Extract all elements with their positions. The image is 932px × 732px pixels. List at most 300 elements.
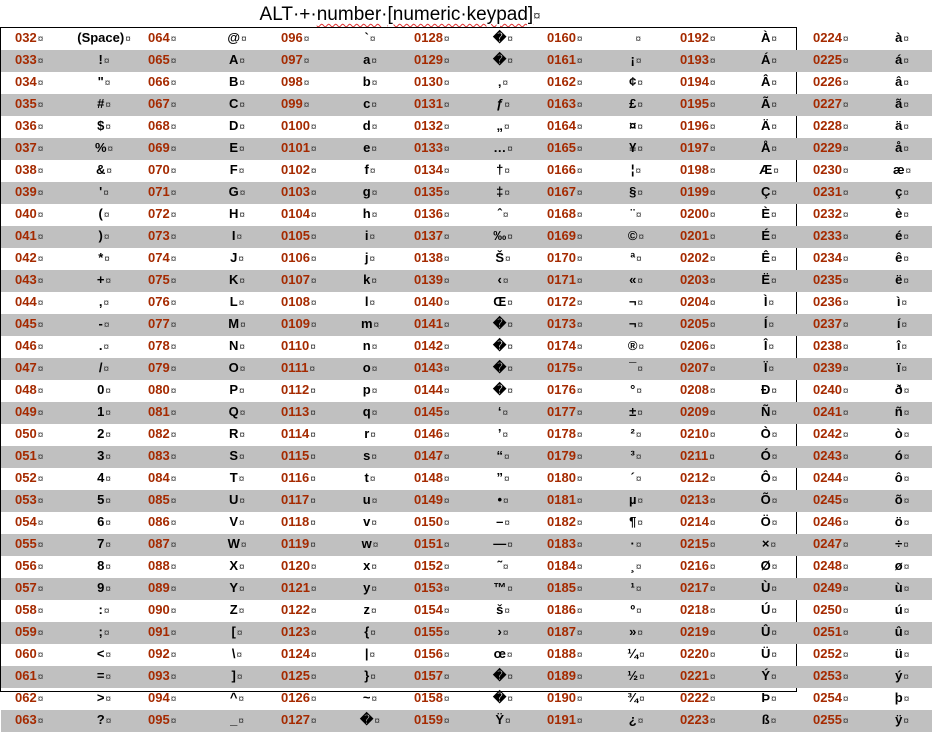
character-glyph bbox=[606, 226, 666, 248]
glyph-text: ô bbox=[894, 470, 903, 485]
cell-end-mark: ¤ bbox=[903, 518, 910, 529]
glyph-text: h bbox=[362, 206, 371, 221]
glyph-text: ? bbox=[96, 712, 105, 727]
character-glyph bbox=[473, 600, 533, 622]
alt-code-number bbox=[1, 380, 74, 402]
character-glyph bbox=[473, 138, 533, 160]
character-glyph bbox=[606, 402, 666, 424]
character-glyph bbox=[739, 292, 799, 314]
code-text: 033 bbox=[15, 52, 37, 67]
character-glyph bbox=[74, 182, 134, 204]
glyph-text: ¿ bbox=[628, 712, 637, 727]
alt-code-number bbox=[1, 72, 74, 94]
alt-code-number bbox=[267, 28, 340, 50]
cell-end-mark: ¤ bbox=[170, 474, 177, 485]
code-text: 0181 bbox=[547, 492, 576, 507]
code-text: 0215 bbox=[680, 536, 709, 551]
cell-end-mark: ¤ bbox=[106, 166, 112, 177]
cell-end-mark: ¤ bbox=[310, 342, 316, 353]
glyph-text: Ø bbox=[760, 558, 771, 573]
alt-code-number bbox=[666, 116, 739, 138]
alt-code-number bbox=[666, 380, 739, 402]
glyph-text: O bbox=[228, 360, 239, 375]
code-text: 0234 bbox=[813, 250, 842, 265]
character-glyph bbox=[606, 336, 666, 358]
glyph-text: Œ bbox=[493, 294, 507, 309]
glyph-text: ˜ bbox=[497, 558, 502, 573]
glyph-text: Ó bbox=[760, 448, 771, 463]
glyph-text: ( bbox=[98, 206, 103, 221]
code-text: 060 bbox=[15, 646, 37, 661]
code-text: 0102 bbox=[281, 162, 310, 177]
alt-code-number bbox=[533, 358, 606, 380]
code-text: 0117 bbox=[281, 492, 310, 507]
cell-end-mark: ¤ bbox=[842, 320, 849, 331]
cell-end-mark: ¤ bbox=[443, 584, 450, 595]
cell-end-mark: ¤ bbox=[709, 452, 715, 463]
alt-code-number bbox=[799, 248, 872, 270]
cell-end-mark: ¤ bbox=[903, 606, 910, 617]
title-space: · bbox=[381, 4, 388, 25]
cell-end-mark: ¤ bbox=[636, 254, 642, 265]
cell-end-mark: ¤ bbox=[637, 496, 644, 507]
alt-code-table bbox=[1, 28, 932, 732]
character-glyph bbox=[340, 182, 400, 204]
cell-end-mark: ¤ bbox=[37, 716, 44, 727]
code-text: 0174 bbox=[547, 338, 576, 353]
alt-code-number bbox=[666, 468, 739, 490]
code-text: 071 bbox=[148, 184, 170, 199]
alt-code-number bbox=[267, 314, 340, 336]
cell-end-mark: ¤ bbox=[773, 166, 779, 177]
glyph-text: … bbox=[493, 140, 507, 155]
glyph-text: º bbox=[630, 602, 636, 617]
cell-end-mark: ¤ bbox=[170, 628, 177, 639]
glyph-text: ø bbox=[894, 558, 903, 573]
cell-end-mark: ¤ bbox=[576, 320, 583, 331]
character-glyph bbox=[340, 292, 400, 314]
cell-end-mark: ¤ bbox=[239, 496, 245, 507]
glyph-text: ý bbox=[895, 668, 903, 683]
alt-code-number bbox=[666, 512, 739, 534]
cell-end-mark: ¤ bbox=[37, 474, 44, 485]
code-text: 0229 bbox=[813, 140, 842, 155]
cell-end-mark: ¤ bbox=[507, 584, 513, 595]
glyph-text: å bbox=[895, 140, 903, 155]
cell-end-mark: ¤ bbox=[239, 100, 245, 111]
character-glyph bbox=[606, 490, 666, 512]
alt-code-number bbox=[666, 710, 739, 732]
cell-end-mark: ¤ bbox=[709, 144, 716, 155]
code-text: 0255 bbox=[813, 712, 842, 727]
cell-end-mark: ¤ bbox=[371, 122, 378, 133]
alt-code-number bbox=[533, 270, 606, 292]
character-glyph bbox=[340, 94, 400, 116]
cell-end-mark: ¤ bbox=[637, 188, 643, 199]
glyph-text: ã bbox=[895, 96, 903, 111]
alt-code-number bbox=[799, 28, 872, 50]
character-glyph bbox=[74, 226, 134, 248]
cell-end-mark: ¤ bbox=[371, 452, 377, 463]
table-row bbox=[1, 446, 932, 468]
cell-end-mark: ¤ bbox=[770, 716, 777, 727]
character-glyph bbox=[207, 622, 267, 644]
table-row bbox=[1, 688, 932, 710]
alt-code-number bbox=[799, 534, 872, 556]
character-glyph bbox=[207, 578, 267, 600]
glyph-text: G bbox=[228, 184, 239, 199]
character-glyph bbox=[606, 424, 666, 446]
code-text: 0233 bbox=[813, 228, 842, 243]
cell-end-mark: ¤ bbox=[37, 56, 44, 67]
alt-code-number bbox=[400, 314, 473, 336]
glyph-text: " bbox=[97, 74, 104, 89]
cell-end-mark: ¤ bbox=[901, 320, 908, 331]
glyph-text: f bbox=[364, 162, 369, 177]
code-text: 0222 bbox=[680, 690, 709, 705]
character-glyph bbox=[74, 512, 134, 534]
cell-end-mark: ¤ bbox=[170, 518, 177, 529]
alt-code-number bbox=[134, 358, 207, 380]
code-text: 0198 bbox=[680, 162, 709, 177]
alt-code-number bbox=[799, 644, 872, 666]
table-row bbox=[1, 314, 932, 336]
code-text: 0151 bbox=[414, 536, 443, 551]
cell-end-mark: ¤ bbox=[170, 276, 177, 287]
character-glyph bbox=[872, 204, 932, 226]
alt-code-number bbox=[267, 556, 340, 578]
code-text: 0232 bbox=[813, 206, 842, 221]
glyph-text: . bbox=[98, 338, 103, 353]
code-text: 039 bbox=[15, 184, 37, 199]
alt-code-number bbox=[666, 94, 739, 116]
alt-code-number bbox=[134, 468, 207, 490]
glyph-text: _ bbox=[230, 712, 238, 727]
character-glyph bbox=[872, 270, 932, 292]
code-text: 086 bbox=[148, 514, 170, 529]
code-text: 0218 bbox=[680, 602, 709, 617]
cell-end-mark: ¤ bbox=[903, 562, 910, 573]
code-text: 0227 bbox=[813, 96, 842, 111]
cell-end-mark: ¤ bbox=[635, 540, 642, 551]
character-glyph bbox=[739, 336, 799, 358]
character-glyph bbox=[74, 468, 134, 490]
cell-end-mark: ¤ bbox=[103, 606, 110, 617]
cell-end-mark: ¤ bbox=[443, 716, 450, 727]
code-text: 0146 bbox=[414, 426, 443, 441]
glyph-text: w bbox=[361, 536, 372, 551]
character-glyph bbox=[74, 292, 134, 314]
glyph-text: ] bbox=[231, 668, 236, 683]
cell-end-mark: ¤ bbox=[709, 276, 716, 287]
character-glyph bbox=[739, 204, 799, 226]
table-row bbox=[1, 622, 932, 644]
cell-end-mark: ¤ bbox=[637, 276, 643, 287]
cell-end-mark: ¤ bbox=[639, 694, 645, 705]
code-text: 0206 bbox=[680, 338, 709, 353]
character-glyph bbox=[872, 72, 932, 94]
cell-end-mark: ¤ bbox=[170, 100, 177, 111]
glyph-text: A bbox=[229, 52, 239, 67]
alt-code-number bbox=[267, 336, 340, 358]
code-text: 035 bbox=[15, 96, 37, 111]
alt-code-number bbox=[533, 336, 606, 358]
glyph-text: V bbox=[229, 514, 239, 529]
character-glyph bbox=[74, 644, 134, 666]
cell-end-mark: ¤ bbox=[842, 56, 849, 67]
cell-end-mark: ¤ bbox=[576, 474, 583, 485]
glyph-text: F bbox=[229, 162, 238, 177]
cell-end-mark: ¤ bbox=[236, 628, 243, 639]
code-text: 0208 bbox=[680, 382, 709, 397]
alt-code-number bbox=[134, 424, 207, 446]
alt-code-number bbox=[1, 248, 74, 270]
code-text: 0176 bbox=[547, 382, 576, 397]
cell-end-mark: ¤ bbox=[310, 496, 316, 507]
cell-end-mark: ¤ bbox=[37, 254, 44, 265]
alt-code-number bbox=[400, 512, 473, 534]
alt-code-number bbox=[1, 600, 74, 622]
character-glyph bbox=[872, 160, 932, 182]
cell-end-mark: ¤ bbox=[443, 386, 450, 397]
cell-end-mark: ¤ bbox=[37, 342, 44, 353]
glyph-text: j bbox=[364, 250, 369, 265]
character-glyph bbox=[340, 160, 400, 182]
alt-code-number bbox=[1, 534, 74, 556]
glyph-text: q bbox=[362, 404, 371, 419]
table-row bbox=[1, 490, 932, 512]
glyph-text: “ bbox=[496, 448, 503, 463]
alt-code-number bbox=[134, 622, 207, 644]
code-text: 0231 bbox=[813, 184, 842, 199]
glyph-text: ` bbox=[364, 30, 369, 45]
cell-end-mark: ¤ bbox=[639, 650, 645, 661]
cell-end-mark: ¤ bbox=[37, 298, 44, 309]
glyph-text: ó bbox=[894, 448, 903, 463]
cell-end-mark: ¤ bbox=[105, 540, 111, 551]
cell-end-mark: ¤ bbox=[443, 100, 450, 111]
cell-end-mark: ¤ bbox=[310, 474, 316, 485]
character-glyph bbox=[739, 644, 799, 666]
cell-end-mark: ¤ bbox=[37, 430, 44, 441]
cell-end-mark: ¤ bbox=[504, 166, 510, 177]
glyph-text: ! bbox=[98, 52, 103, 67]
character-glyph bbox=[872, 94, 932, 116]
cell-end-mark: ¤ bbox=[310, 562, 317, 573]
character-glyph bbox=[340, 336, 400, 358]
character-glyph bbox=[340, 622, 400, 644]
cell-end-mark: ¤ bbox=[842, 210, 849, 221]
alt-code-number bbox=[1, 226, 74, 248]
cell-end-mark: ¤ bbox=[502, 628, 509, 639]
glyph-text: – bbox=[496, 514, 504, 529]
code-text: 0213 bbox=[680, 492, 709, 507]
character-glyph bbox=[606, 50, 666, 72]
cell-end-mark: ¤ bbox=[842, 78, 849, 89]
cell-end-mark: ¤ bbox=[771, 188, 777, 199]
character-glyph bbox=[340, 248, 400, 270]
code-text: 0177 bbox=[547, 404, 576, 419]
glyph-text: [ bbox=[231, 624, 236, 639]
cell-end-mark: ¤ bbox=[236, 672, 243, 683]
alt-code-number bbox=[799, 160, 872, 182]
character-glyph bbox=[739, 666, 799, 688]
cell-end-mark: ¤ bbox=[310, 672, 317, 683]
glyph-text: t bbox=[364, 470, 369, 485]
cell-end-mark: ¤ bbox=[709, 364, 716, 375]
code-text: 088 bbox=[148, 558, 170, 573]
cell-end-mark: ¤ bbox=[768, 342, 775, 353]
code-text: 0193 bbox=[680, 52, 709, 67]
cell-end-mark: ¤ bbox=[507, 694, 513, 705]
cell-end-mark: ¤ bbox=[310, 452, 316, 463]
code-text: 0242 bbox=[813, 426, 842, 441]
code-text: 0149 bbox=[414, 492, 443, 507]
cell-end-mark: ¤ bbox=[236, 650, 243, 661]
code-text: 061 bbox=[15, 668, 37, 683]
cell-end-mark: ¤ bbox=[905, 166, 912, 177]
glyph-text: Ä bbox=[761, 118, 771, 133]
glyph-text: » bbox=[629, 624, 637, 639]
alt-code-number bbox=[1, 468, 74, 490]
code-text: 0159 bbox=[414, 712, 443, 727]
alt-code-number bbox=[267, 534, 340, 556]
cell-end-mark: ¤ bbox=[507, 232, 513, 243]
code-text: 0124 bbox=[281, 646, 310, 661]
alt-code-number bbox=[1, 666, 74, 688]
table-row bbox=[1, 468, 932, 490]
alt-code-number bbox=[134, 28, 207, 50]
alt-code-number bbox=[666, 72, 739, 94]
code-text: 069 bbox=[148, 140, 170, 155]
cell-end-mark: ¤ bbox=[103, 364, 110, 375]
character-glyph bbox=[74, 72, 134, 94]
alt-code-number bbox=[134, 688, 207, 710]
alt-code-number bbox=[267, 578, 340, 600]
glyph-text: æ bbox=[892, 162, 905, 177]
code-text: 049 bbox=[15, 404, 37, 419]
code-text: 0214 bbox=[680, 514, 709, 529]
character-glyph bbox=[606, 468, 666, 490]
glyph-text: Q bbox=[228, 404, 239, 419]
cell-end-mark: ¤ bbox=[576, 232, 583, 243]
cell-end-mark: ¤ bbox=[903, 210, 909, 221]
cell-end-mark: ¤ bbox=[576, 342, 583, 353]
character-glyph bbox=[340, 50, 400, 72]
character-glyph bbox=[74, 358, 134, 380]
code-text: 0238 bbox=[813, 338, 842, 353]
cell-end-mark: ¤ bbox=[771, 672, 777, 683]
cell-end-mark: ¤ bbox=[310, 540, 316, 551]
cell-end-mark: ¤ bbox=[503, 474, 510, 485]
character-glyph bbox=[739, 468, 799, 490]
character-glyph bbox=[74, 534, 134, 556]
code-text: 0205 bbox=[680, 316, 709, 331]
cell-end-mark: ¤ bbox=[505, 716, 511, 727]
glyph-text: Å bbox=[761, 140, 771, 155]
alt-code-number bbox=[666, 314, 739, 336]
alt-code-number bbox=[1, 336, 74, 358]
glyph-text: × bbox=[761, 536, 770, 551]
code-text: 0110 bbox=[281, 338, 310, 353]
glyph-text: � bbox=[493, 668, 507, 683]
cell-end-mark: ¤ bbox=[374, 716, 380, 727]
cell-end-mark: ¤ bbox=[771, 694, 777, 705]
glyph-text: › bbox=[497, 624, 502, 639]
code-text: 094 bbox=[148, 690, 170, 705]
cell-end-mark: ¤ bbox=[371, 496, 378, 507]
glyph-text: Æ bbox=[759, 162, 773, 177]
character-glyph bbox=[739, 490, 799, 512]
character-glyph bbox=[207, 72, 267, 94]
code-text: 0158 bbox=[414, 690, 443, 705]
cell-end-mark: ¤ bbox=[842, 34, 849, 45]
code-text: 0161 bbox=[547, 52, 576, 67]
alt-code-number bbox=[799, 314, 872, 336]
cell-end-mark: ¤ bbox=[576, 694, 583, 705]
table-row bbox=[1, 666, 932, 688]
code-text: 0141 bbox=[414, 316, 443, 331]
character-glyph bbox=[74, 380, 134, 402]
code-text: 062 bbox=[15, 690, 37, 705]
glyph-text: ³ bbox=[630, 448, 635, 463]
glyph-text: v bbox=[363, 514, 371, 529]
glyph-text: š bbox=[496, 602, 504, 617]
cell-end-mark: ¤ bbox=[310, 386, 316, 397]
cell-end-mark: ¤ bbox=[637, 100, 643, 111]
character-glyph bbox=[606, 160, 666, 182]
cell-end-mark: ¤ bbox=[241, 34, 247, 45]
code-text: 0129 bbox=[414, 52, 443, 67]
cell-end-mark: ¤ bbox=[443, 232, 450, 243]
glyph-text: * bbox=[98, 250, 104, 265]
cell-end-mark: ¤ bbox=[310, 650, 317, 661]
character-glyph bbox=[606, 204, 666, 226]
cell-end-mark: ¤ bbox=[576, 430, 583, 441]
cell-end-mark: ¤ bbox=[309, 364, 316, 375]
glyph-text: Á bbox=[761, 52, 771, 67]
character-glyph bbox=[473, 204, 533, 226]
glyph-text: Õ bbox=[760, 492, 771, 507]
character-glyph bbox=[340, 226, 400, 248]
character-glyph bbox=[340, 358, 400, 380]
alt-code-number bbox=[799, 468, 872, 490]
glyph-text: c bbox=[363, 96, 371, 111]
glyph-text: ; bbox=[98, 624, 103, 639]
cell-end-mark: ¤ bbox=[709, 34, 716, 45]
glyph-text: ¨ bbox=[630, 206, 635, 221]
glyph-text: | bbox=[364, 646, 369, 661]
alt-code-number bbox=[533, 490, 606, 512]
code-text: 0171 bbox=[547, 272, 576, 287]
glyph-text: Ù bbox=[761, 580, 771, 595]
code-text: 093 bbox=[148, 668, 170, 683]
cell-end-mark: ¤ bbox=[443, 496, 450, 507]
code-text: 0226 bbox=[813, 74, 842, 89]
cell-end-mark: ¤ bbox=[443, 650, 450, 661]
alt-code-number bbox=[134, 710, 207, 732]
cell-end-mark: ¤ bbox=[310, 430, 316, 441]
cell-end-mark: ¤ bbox=[903, 540, 909, 551]
table-row bbox=[1, 28, 932, 50]
character-glyph bbox=[739, 556, 799, 578]
cell-end-mark: ¤ bbox=[709, 342, 716, 353]
alt-code-number bbox=[400, 402, 473, 424]
cell-end-mark: ¤ bbox=[502, 210, 509, 221]
cell-end-mark: ¤ bbox=[576, 166, 583, 177]
cell-end-mark: ¤ bbox=[576, 606, 583, 617]
glyph-text: Ý bbox=[761, 668, 771, 683]
